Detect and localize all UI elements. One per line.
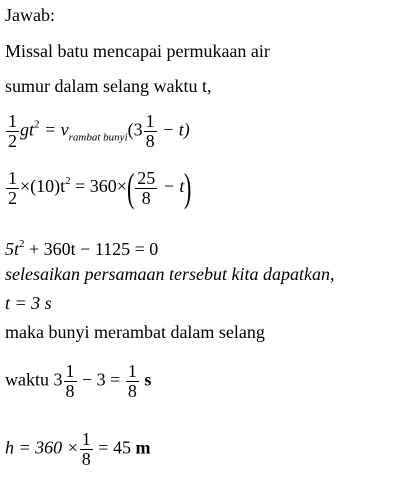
equation-3: $5t^2 + 360t - 1125 = 0$ bbox=[5, 238, 159, 259]
time-equation: waktu 3 $\frac{1}{8}$ − 3 = $\frac{1}{8}$ s bbox=[5, 361, 152, 401]
fraction-half: $\frac{1}{2}$ bbox=[8, 111, 17, 151]
result-t: t = 3 s bbox=[5, 293, 52, 313]
answer-heading: Jawab: bbox=[5, 5, 55, 25]
equation-1: $\frac{1}{2}$ $gt^2 = v_{rambat bunyi}(3$ $\frac{1}{8}$ − t) bbox=[8, 111, 190, 151]
fraction-eighth: $\frac{1}{8}$ bbox=[81, 429, 91, 469]
fraction-25-8: $\frac{25}{8}$ bbox=[137, 167, 156, 208]
equation-2: $\frac{1}{2}$ $\times(10)t^2 = 360\times$( $\frac{25}{8}$ − t) bbox=[8, 165, 192, 210]
solve-note: selesaikan persamaan tersebut kita dapatkan, bbox=[5, 264, 335, 284]
fraction-eighth: $\frac{1}{8}$ bbox=[127, 361, 137, 401]
sound-line: maka bunyi merambat dalam selang bbox=[5, 322, 265, 342]
fraction-half: $\frac{1}{2}$ bbox=[8, 167, 17, 208]
intro-line-2: sumur dalam selang waktu t, bbox=[5, 76, 212, 96]
height-equation: h = 360 × $\frac{1}{8}$ = 45 m bbox=[5, 429, 151, 469]
fraction-eighth: $\frac{1}{8}$ bbox=[65, 361, 75, 401]
fraction-eighth: $\frac{1}{8}$ bbox=[145, 111, 155, 151]
intro-line-1: Missal batu mencapai permukaan air bbox=[5, 41, 270, 61]
